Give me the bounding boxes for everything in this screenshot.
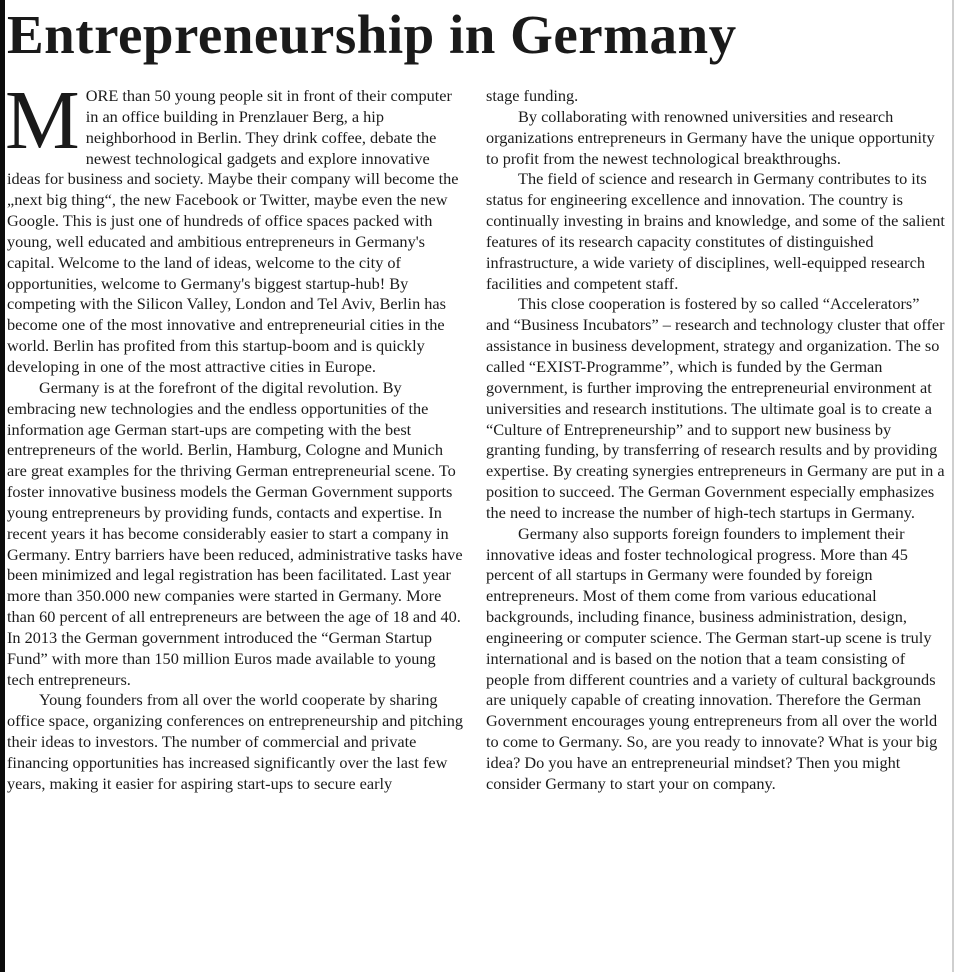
article-paragraph: This close cooperation is fostered by so called “Accelerators” and “Business Incubators” – research and technology cluster that offer assistance in business development, strategy and organization. The so called “EXIST-Programme”, which is funded by the German government, is further improving the entrepreneurial environment at universities and research institutions. The ultimate goal is to create a “Culture of Entrepreneurship” and to support new business by granting funding, by transferring of research results and by providing expertise. By creating synergies entrepreneurs in Germany are put in a position to succeed. The German Government especially emphasizes the need to increase the number of high-tech startups in Germany. — [486, 294, 945, 522]
article-paragraph: By collaborating with renowned universities and research organizations entrepreneurs in Germany have the unique opportunity to profit from the newest technological breakthroughs. — [486, 106, 935, 168]
paragraph-text: than 50 young people sit in front of their computer in an office building in Prenzlauer Berg, a hip neighborhood in Berlin. They drink coffee, debate the newest technological gadgets and explore innovative ideas for business and society. Maybe their company will become the „next big thing“, the new Facebook or Twitter, maybe even the new Google. This is just one of hundreds of office spaces packed with young, well educated and ambitious entrepreneurs in Germany's capital. Welcome to the land of ideas, welcome to the city of opportunities, welcome to Germany's biggest startup-hub! By competing with the Silicon Valley, London and Tel Aviv, Berlin has become one of the most innovative and entrepreneurial cities in the world. Berlin has profited from this startup-boom and is quickly developing in one of the most attractive cities in Europe. — [7, 86, 459, 376]
article-column-left — [5, 74, 466, 795]
article-paragraph: Germany is at the forefront of the digital revolution. By embracing new technologies and the endless opportunities of the information age German start-ups are competing with the best entrepreneurs of the world. Berlin, Hamburg, Cologne and Munich are great examples for the thriving German entrepreneurial scene. To foster innovative business models the German Government supports young entrepreneurs by providing funds, contacts and expertise. In recent years it has become considerably easier to start a company in Germany. Entry barriers have been reduced, administrative tasks have been minimized and legal registration has been facilitated. Last year more than 350.000 new companies were started in Germany. More than 60 percent of all entrepreneurs are between the age of 18 and 40. In 2013 the German government introduced the “German Startup Fund” with more than 150 million Euros made available to young tech entrepreneurs. — [7, 377, 463, 689]
drop-cap: M — [5, 74, 80, 167]
article-paragraph: Germany also supports foreign founders to implement their innovative ideas and foster technological progress. More than 45 percent of all startups in Germany were founded by foreign entrepreneurs. Most of them come from various educational backgrounds, including finance, business administration, design, engineering or computer science. The German start-up scene is truly international and is based on the notion that a team consisting of people from different countries and a variety of cultural backgrounds are uniquely capable of creating innovation. Therefore the German Government encourages young entrepreneurs from all over the world to come to Germany. So, are you ready to innovate? What is your big idea? Do you have an entrepreneurial mindset? Then you might consider Germany to start your on company. — [486, 523, 938, 793]
article-paragraph-continuation: stage funding. — [486, 86, 579, 105]
article-paragraph: The field of science and research in Germany contributes to its status for engineering excellence and innovation. The country is continually investing in brains and knowledge, and some of the salient features of its research capacity constitutes of distinguished infrastructure, a wide variety of disciplines, well-equipped research facilities and competent staff. — [486, 169, 945, 293]
lead-caps: ORE — [85, 86, 119, 105]
article-paragraph — [5, 74, 466, 378]
article-paragraph: Young founders from all over the world cooperate by sharing office space, organizing conferences on entrepreneurship and pitching their ideas to investors. The number of commercial and private financing opportunities has increased significantly over the last few years, making it easier for aspiring start-ups to secure early — [7, 690, 463, 793]
article-title: Entrepreneurship in Germany — [7, 4, 737, 65]
article-column-right — [486, 86, 947, 795]
